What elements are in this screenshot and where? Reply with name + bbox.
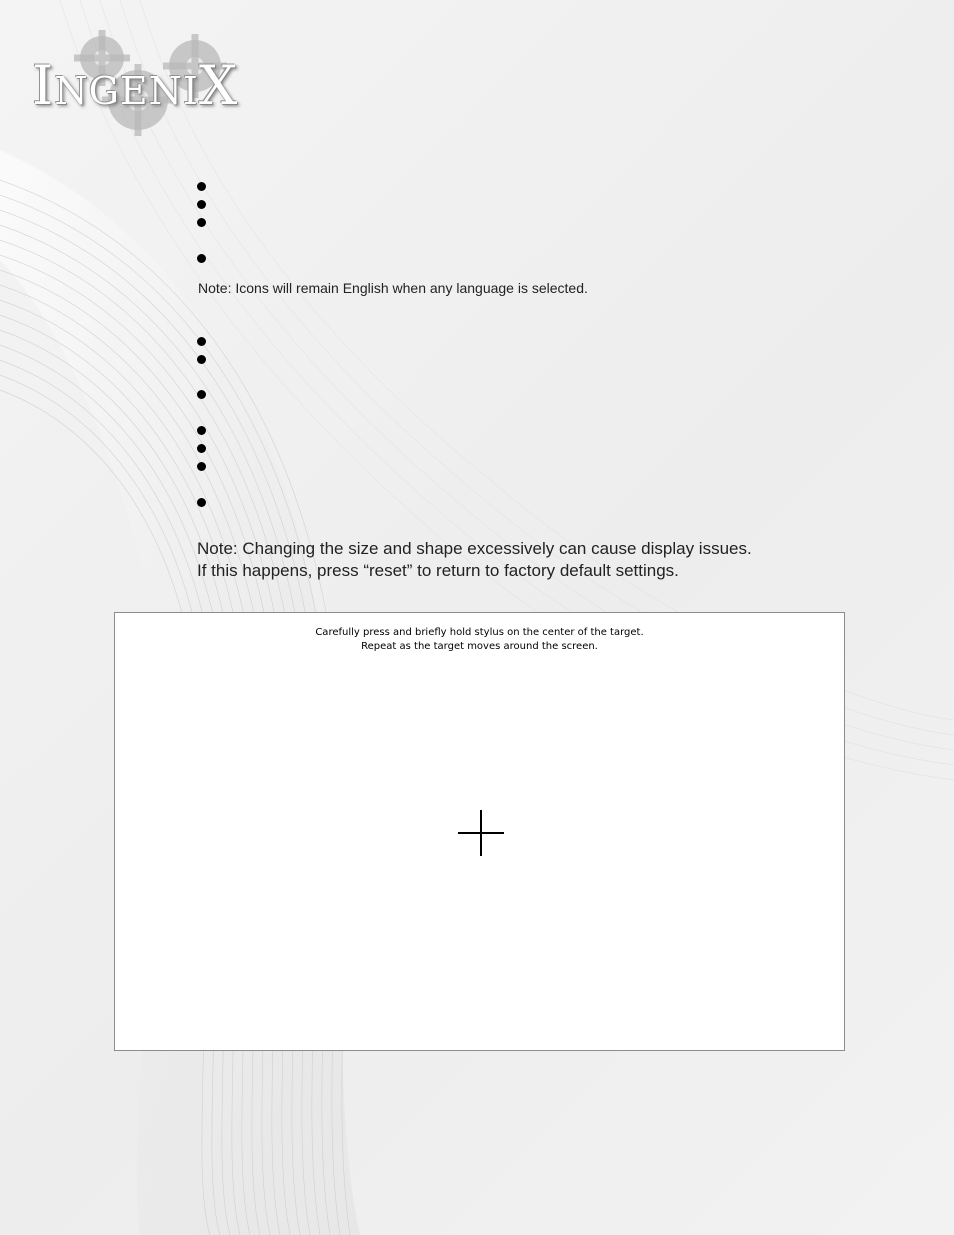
display-issues-note [197,538,752,582]
list-bullet [197,337,206,346]
icons-language-note: Note: Icons will remain English when any language is selected. [198,280,588,296]
calibration-screen[interactable] [114,612,845,1051]
list-bullet [197,218,206,227]
crosshair-icon[interactable] [458,810,504,856]
ingenix-logo [20,18,280,143]
list-bullet [197,426,206,435]
list-bullet [197,182,206,191]
list-bullet [197,254,206,263]
calibration-instruction-2: Repeat as the target moves around the screen. [361,641,598,652]
list-bullet [197,390,206,399]
logo-text: IngeniX [32,54,239,117]
list-bullet [197,462,206,471]
list-bullet [197,355,206,364]
calibration-instruction-1: Carefully press and briefly hold stylus on the center of the target. [315,627,644,638]
display-note-line-2: If this happens, press “reset” to return to factory default settings. [197,561,679,580]
list-bullet [197,444,206,453]
list-bullet [197,498,206,507]
display-note-line-1: Note: Changing the size and shape excessively can cause display issues. [197,539,752,558]
list-bullet [197,200,206,209]
